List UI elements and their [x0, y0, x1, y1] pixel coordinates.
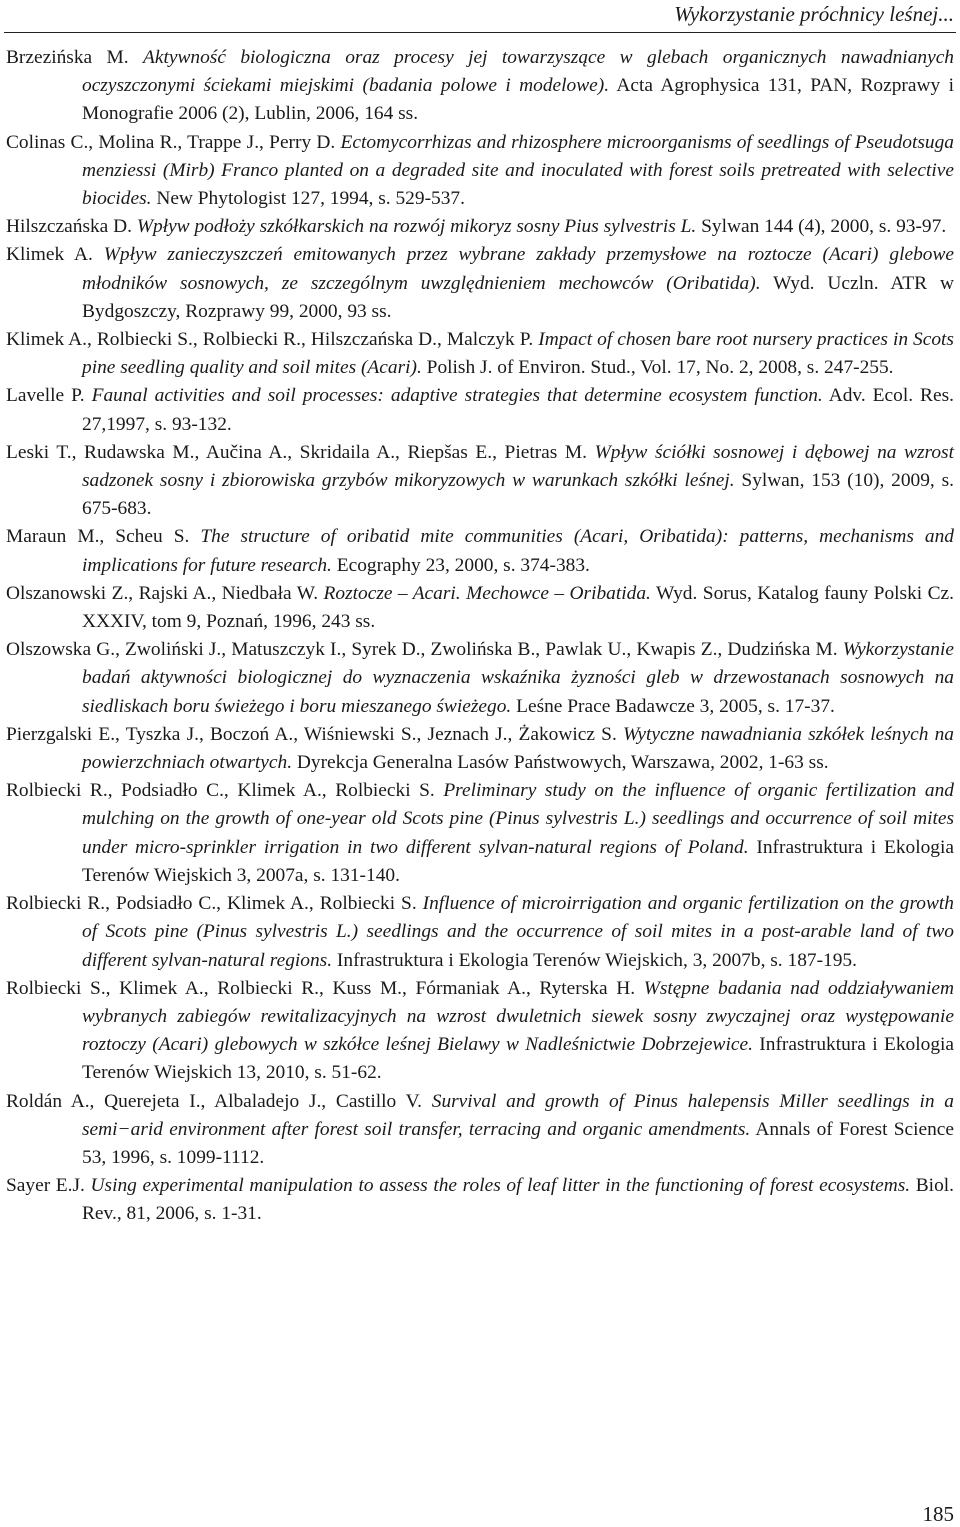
reference-item	[6, 636, 954, 721]
reference-authors: Leski T., Rudawska M., Aučina A., Skridaila A., Riepšas E., Pietras M.	[6, 441, 595, 463]
reference-authors: Sayer E.J.	[6, 1175, 91, 1197]
reference-item	[6, 721, 954, 777]
reference-source: Ecography 23, 2000, s. 374-383.	[331, 554, 590, 576]
reference-title: Wytyczne nawadniania szkółek leśnych na powierzchniach otwartych.	[82, 723, 954, 774]
reference-source: Adv. Ecol. Res. 27,1997, s. 93-132.	[82, 385, 954, 435]
reference-title: Aktywność biologiczna oraz procesy jej towarzyszące w glebach organicznych nawadnianych oczyszczonymi ściekami miejskimi (badania polowe i modelowe).	[82, 47, 954, 97]
reference-authors: Hilszczańska D.	[6, 216, 137, 238]
reference-source: Sylwan, 153 (10), 2009, s. 675-683.	[82, 470, 954, 520]
reference-source: Wyd. Sorus, Katalog fauny Polski Cz. XXXIV, tom 9, Poznań, 1996, 243 ss.	[82, 582, 954, 633]
reference-source: Acta Agrophysica 131, PAN, Rozprawy i Monografie 2006 (2), Lublin, 2006, 164 ss.	[82, 75, 954, 125]
reference-item	[6, 890, 954, 975]
reference-item	[6, 975, 954, 1088]
reference-source: Sylwan 144 (4), 2000, s. 93-97.	[696, 216, 947, 238]
reference-title: Faunal activities and soil processes: adaptive strategies that determine ecosystem function.	[91, 385, 823, 407]
reference-source: Infrastruktura i Ekologia Terenów Wiejskich 13, 2010, s. 51-62.	[82, 1034, 955, 1084]
reference-authors: Lavelle P.	[6, 385, 92, 407]
reference-authors: Olszanowski Z., Rajski A., Niedbała W.	[6, 582, 324, 604]
reference-source: Infrastruktura i Ekologia Terenów Wiejskich 3, 2007a, s. 131-140.	[82, 836, 954, 886]
running-header	[0, 0, 960, 34]
reference-title: Wpływ zanieczyszczeń emitowanych przez wybrane zakłady przemysłowe na roztocze (Acari) glebowe młodników sosnowych, ze szczególnym uwzględnieniem mechowców (Oribatida).	[82, 244, 955, 294]
reference-title: Roztocze – Acari. Mechowce – Oribatida.	[323, 582, 651, 604]
reference-title: Wstępne badania nad oddziaływaniem wybranych zabiegów rewitalizacyjnych na wzrost dwuletnich siewek sosny zwyczajnej oraz występowanie roztoczy (Acari) glebowych w szkółce leśnej Bielawy w Nadleśnictwie Dobrzejewice.	[82, 977, 954, 1056]
reference-authors: Olszowska G., Zwoliński J., Matuszczyk I., Syrek D., Zwolińska B., Pawlak U., Kwapis Z., Dudzińska M.	[6, 639, 843, 661]
reference-authors: Rolbiecki R., Podsiadło C., Klimek A., Rolbiecki S.	[6, 893, 423, 915]
reference-source: Dyrekcja Generalna Lasów Państwowych, Warszawa, 2002, 1-63 ss.	[292, 752, 829, 774]
reference-title: Preliminary study on the influence of organic fertilization and mulching on the growth of one-year old Scots pine (Pinus sylvestris L.) seedlings and occurrence of soil mites under micro-sprinkler irrigation in two different sylvan-natural regions of Poland.	[82, 780, 954, 858]
reference-item	[6, 1088, 954, 1173]
reference-authors: Rolbiecki S., Klimek A., Rolbiecki R., Kuss M., Fórmaniak A., Ryterska H.	[6, 977, 644, 999]
reference-authors: Klimek A.	[6, 244, 104, 266]
reference-authors: Roldán A., Querejeta I., Albaladejo J., Castillo V.	[6, 1090, 432, 1112]
reference-item	[6, 382, 954, 438]
reference-title: Wpływ podłoży szkółkarskich na rozwój mikoryz sosny Pius sylvestris L.	[136, 216, 697, 238]
reference-title: Influence of microirrigation and organic fertilization on the growth of Scots pine (Pinus sylvestris L.) seedlings and the occurrence of soil mites in a post-arable land of two different sylvan-natural regions.	[82, 893, 954, 971]
reference-authors: Rolbiecki R., Podsiadło C., Klimek A., Rolbiecki S.	[6, 780, 444, 802]
reference-item	[6, 580, 954, 636]
reference-source: Leśne Prace Badawcze 3, 2005, s. 17-37.	[511, 695, 835, 717]
reference-item	[6, 213, 954, 241]
reference-source: Biol. Rev., 81, 2006, s. 1-31.	[82, 1175, 954, 1225]
reference-title: Impact of chosen bare root nursery practices in Scots pine seedling quality and soil mites (Acari).	[82, 329, 954, 379]
reference-item	[6, 241, 954, 326]
reference-source: Polish J. of Environ. Stud., Vol. 17, No. 2, 2008, s. 247-255.	[421, 357, 894, 379]
reference-authors: Klimek A., Rolbiecki S., Rolbiecki R., Hilszczańska D., Malczyk P.	[6, 329, 539, 351]
reference-title: Wpływ ściółki sosnowej i dębowej na wzrost sadzonek sosny i zbiorowiska grzybów mikoryzowych w warunkach szkółki leśnej.	[82, 441, 954, 492]
reference-source: Infrastruktura i Ekologia Terenów Wiejskich, 3, 2007b, s. 187-195.	[332, 949, 857, 971]
reference-title: The structure of oribatid mite communities (Acari, Oribatida): patterns, mechanisms and implications for future research.	[82, 526, 954, 576]
reference-item	[6, 326, 954, 382]
reference-authors: Colinas C., Molina R., Trappe J., Perry D.	[6, 131, 341, 153]
reference-source: Annals of Forest Science 53, 1996, s. 1099-1112.	[82, 1118, 954, 1168]
reference-source: Wyd. Uczln. ATR w Bydgoszczy, Rozprawy 99, 2000, 93 ss.	[82, 272, 954, 322]
reference-item	[6, 129, 954, 214]
header-rule	[4, 32, 956, 33]
reference-title: Using experimental manipulation to assess the roles of leaf litter in the functioning of forest ecosystems.	[90, 1175, 911, 1197]
reference-list	[6, 44, 954, 1229]
reference-item	[6, 44, 954, 129]
running-header-title: Wykorzystanie próchnicy leśnej...	[674, 2, 954, 26]
reference-title: Survival and growth of Pinus halepensis Miller seedlings in a semi−arid environment after forest soil transfer, terracing and organic amendments.	[82, 1090, 954, 1140]
reference-item	[6, 439, 954, 524]
reference-source: New Phytologist 127, 1994, s. 529-537.	[151, 188, 465, 210]
reference-authors: Maraun M., Scheu S.	[6, 526, 201, 548]
reference-item	[6, 523, 954, 579]
reference-title: Wykorzystanie badań aktywności biologicznej do wyznaczenia wskaźnika żyzności gleb w drzewostanach sosnowych na siedliskach boru świeżego i boru mieszanego świeżego.	[82, 639, 954, 717]
reference-authors: Brzezińska M.	[6, 47, 144, 68]
reference-item	[6, 777, 954, 890]
reference-item	[6, 1172, 954, 1228]
reference-title: Ectomycorrhizas and rhizosphere microorganisms of seedlings of Pseudotsuga menziessi (Mirb) Franco planted on a degraded site and inoculated with forest soils pretreated with selective biocides.	[82, 131, 954, 210]
page-number: 185	[922, 1502, 954, 1526]
reference-authors: Pierzgalski E., Tyszka J., Boczoń A., Wiśniewski S., Jeznach J., Żakowicz S.	[6, 723, 623, 745]
